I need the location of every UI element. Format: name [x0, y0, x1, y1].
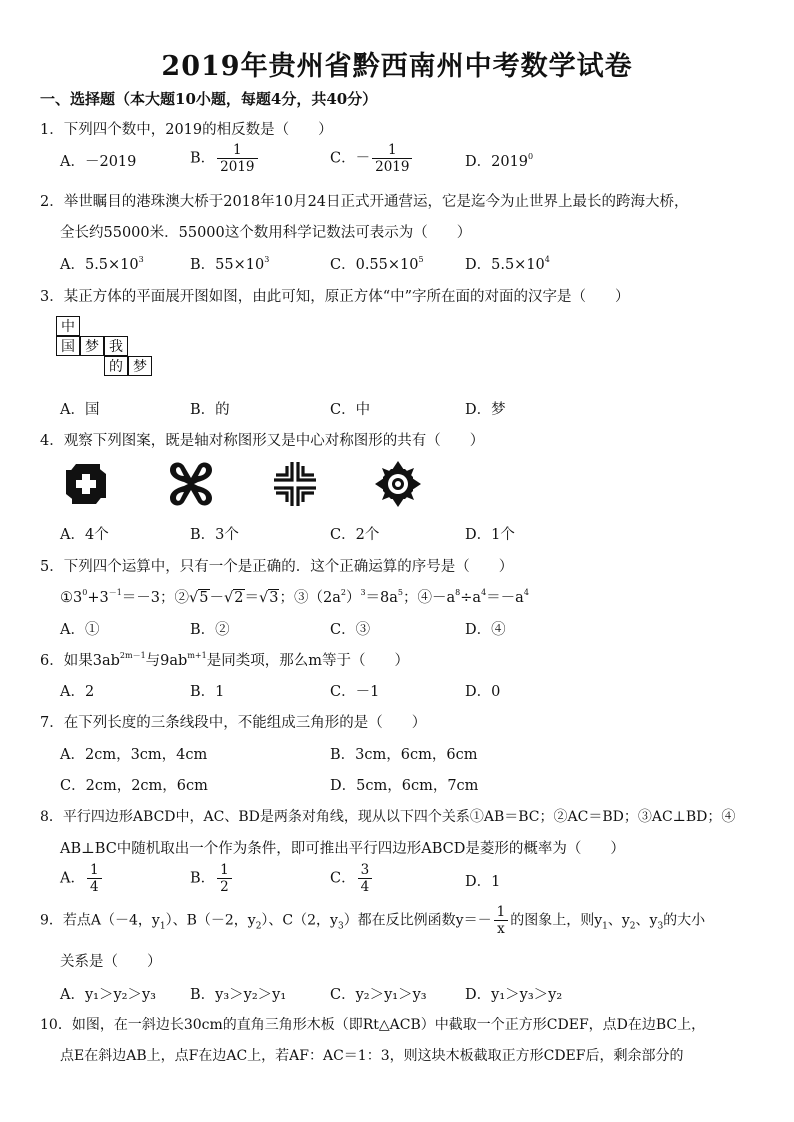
q8-option-c: C． $\frac{3}{4}$	[330, 862, 374, 895]
q2-option-a: A．$5.5\times 10^3$	[60, 255, 144, 273]
net-cell: 的	[104, 356, 128, 376]
net-cell: 国	[56, 336, 80, 356]
q1-option-d: D．2019$^0$	[465, 152, 534, 170]
question-10-line1: 10．如图，在一斜边长30cm的直角三角形木板（即Rt△ACB）中截取一个正方形CDEF，点D在边BC上，	[40, 1017, 706, 1033]
q4-option-d: D．1个	[465, 527, 515, 543]
q4-option-b: B．3个	[190, 527, 239, 543]
q2-option-d: D．$5.5\times 10^4$	[465, 255, 550, 273]
q4-option-c: C．2个	[330, 527, 380, 543]
question-2-line2: 全长约55000米．55000这个数用科学记数法可表示为（ ）	[60, 225, 472, 241]
net-cell: 我	[104, 336, 128, 356]
q4-option-a: A．4个	[60, 527, 109, 543]
q9-option-d: D．y₁＞y₃＞y₂	[465, 987, 563, 1003]
q5-option-d: D．④	[465, 622, 506, 638]
net-cell: 梦	[128, 356, 152, 376]
net-cell: 梦	[80, 336, 104, 356]
question-5-stem: 5．下列四个运算中，只有一个是正确的．这个正确运算的序号是（ ）	[40, 559, 514, 575]
square-swirl-icon	[62, 460, 110, 508]
question-9-line1: 9．若点A（－4，$y_1$）、B（－2，$y_2$）、C（2，$y_3$）都在反比例函数y＝－ $\frac{1}{x}$ 的图象上，则$y_1$、$y_2$、$y_3$的大小	[40, 904, 706, 937]
question-2-line1: 2．举世瞩目的港珠澳大桥于2018年10月24日正式开通营运，它是迄今为止世界上最长的跨海大桥，	[40, 194, 689, 210]
q6-option-c: C．－1	[330, 684, 380, 700]
page-title: 2019年贵州省黔西南州中考数学试卷	[161, 51, 633, 82]
scissor-shape-icon	[166, 460, 216, 508]
question-8-line2: AB⊥BC中随机取出一个作为条件，即可推出平行四边形ABCD是菱形的概率为（ ）	[60, 841, 625, 857]
question-1-stem: 1．下列四个数中，2019的相反数是（ ）	[40, 122, 333, 138]
question-5-expressions: $①3^0+3^{-1}=-3$；②√5－√2＝√3；$③(2a^2)^3=8a^5$；$④-a^8\div a^4=-a^4$	[60, 588, 529, 606]
question-9-line2: 关系是（ ）	[60, 954, 162, 970]
cross-shape-icon	[270, 460, 320, 508]
q3-option-c: C．中	[330, 402, 371, 418]
q2-option-b: B．$55\times 10^3$	[190, 255, 270, 273]
q9-option-a: A．y₁＞y₂＞y₃	[60, 987, 156, 1003]
question-10-line2: 点E在斜边AB上，点F在边AC上，若AF：AC＝1：3，则这块木板截取正方形CDEF后，剩余部分的	[60, 1048, 684, 1064]
question-4-stem: 4．观察下列图案，既是轴对称图形又是中心对称图形的共有（ ）	[40, 433, 485, 449]
q6-option-d: D．0	[465, 684, 501, 700]
q7-option-b: B．3cm，6cm，6cm	[330, 747, 478, 763]
net-cell: 中	[56, 316, 80, 336]
flower-octagon-icon	[374, 460, 422, 508]
q7-option-a: A．2cm，3cm，4cm	[60, 747, 208, 763]
q8-option-d: D．1	[465, 874, 501, 890]
q9-option-c: C．y₂＞y₁＞y₃	[330, 987, 427, 1003]
q5-option-c: C．③	[330, 622, 371, 638]
q8-option-a: A． $\frac{1}{4}$	[60, 862, 104, 895]
q8-option-b: B． $\frac{1}{2}$	[190, 862, 234, 895]
question-8-line1: 8．平行四边形ABCD中，AC、BD是两条对角线，现从以下四个关系①AB＝BC；②AC＝BD；③AC⊥BD；④	[40, 809, 736, 825]
q3-option-b: B．的	[190, 402, 230, 418]
question-6-stem: 6．如果$3ab^{2m-1}$与$9ab^{m+1}$是同类项，那么m等于（ ）	[40, 651, 409, 669]
q3-option-d: D．梦	[465, 402, 506, 418]
q9-option-b: B．y₃＞y₂＞y₁	[190, 987, 287, 1003]
q2-option-c: C．$0.55\times 10^5$	[330, 255, 424, 273]
q1-option-c: C．－ $\frac{1}{2019}$	[330, 142, 414, 175]
q3-option-a: A．国	[60, 402, 100, 418]
q6-option-b: B．1	[190, 684, 225, 700]
q5-option-b: B．②	[190, 622, 230, 638]
q7-option-d: D．5cm，6cm，7cm	[330, 778, 479, 794]
q7-option-c: C．2cm，2cm，6cm	[60, 778, 208, 794]
q1-option-b: B． $\frac{1}{2019}$	[190, 142, 260, 175]
question-7-stem: 7．在下列长度的三条线段中，不能组成三角形的是（ ）	[40, 715, 427, 731]
question-3-stem: 3．某正方体的平面展开图如图，由此可知，原正方体“中”字所在面的对面的汉字是（ ）	[40, 289, 630, 305]
q1-option-a: A．－2019	[60, 154, 137, 170]
q5-option-a: A．①	[60, 622, 100, 638]
section-heading: 一、选择题（本大题10小题，每题4分，共40分）	[40, 90, 378, 108]
q6-option-a: A．2	[60, 684, 95, 700]
